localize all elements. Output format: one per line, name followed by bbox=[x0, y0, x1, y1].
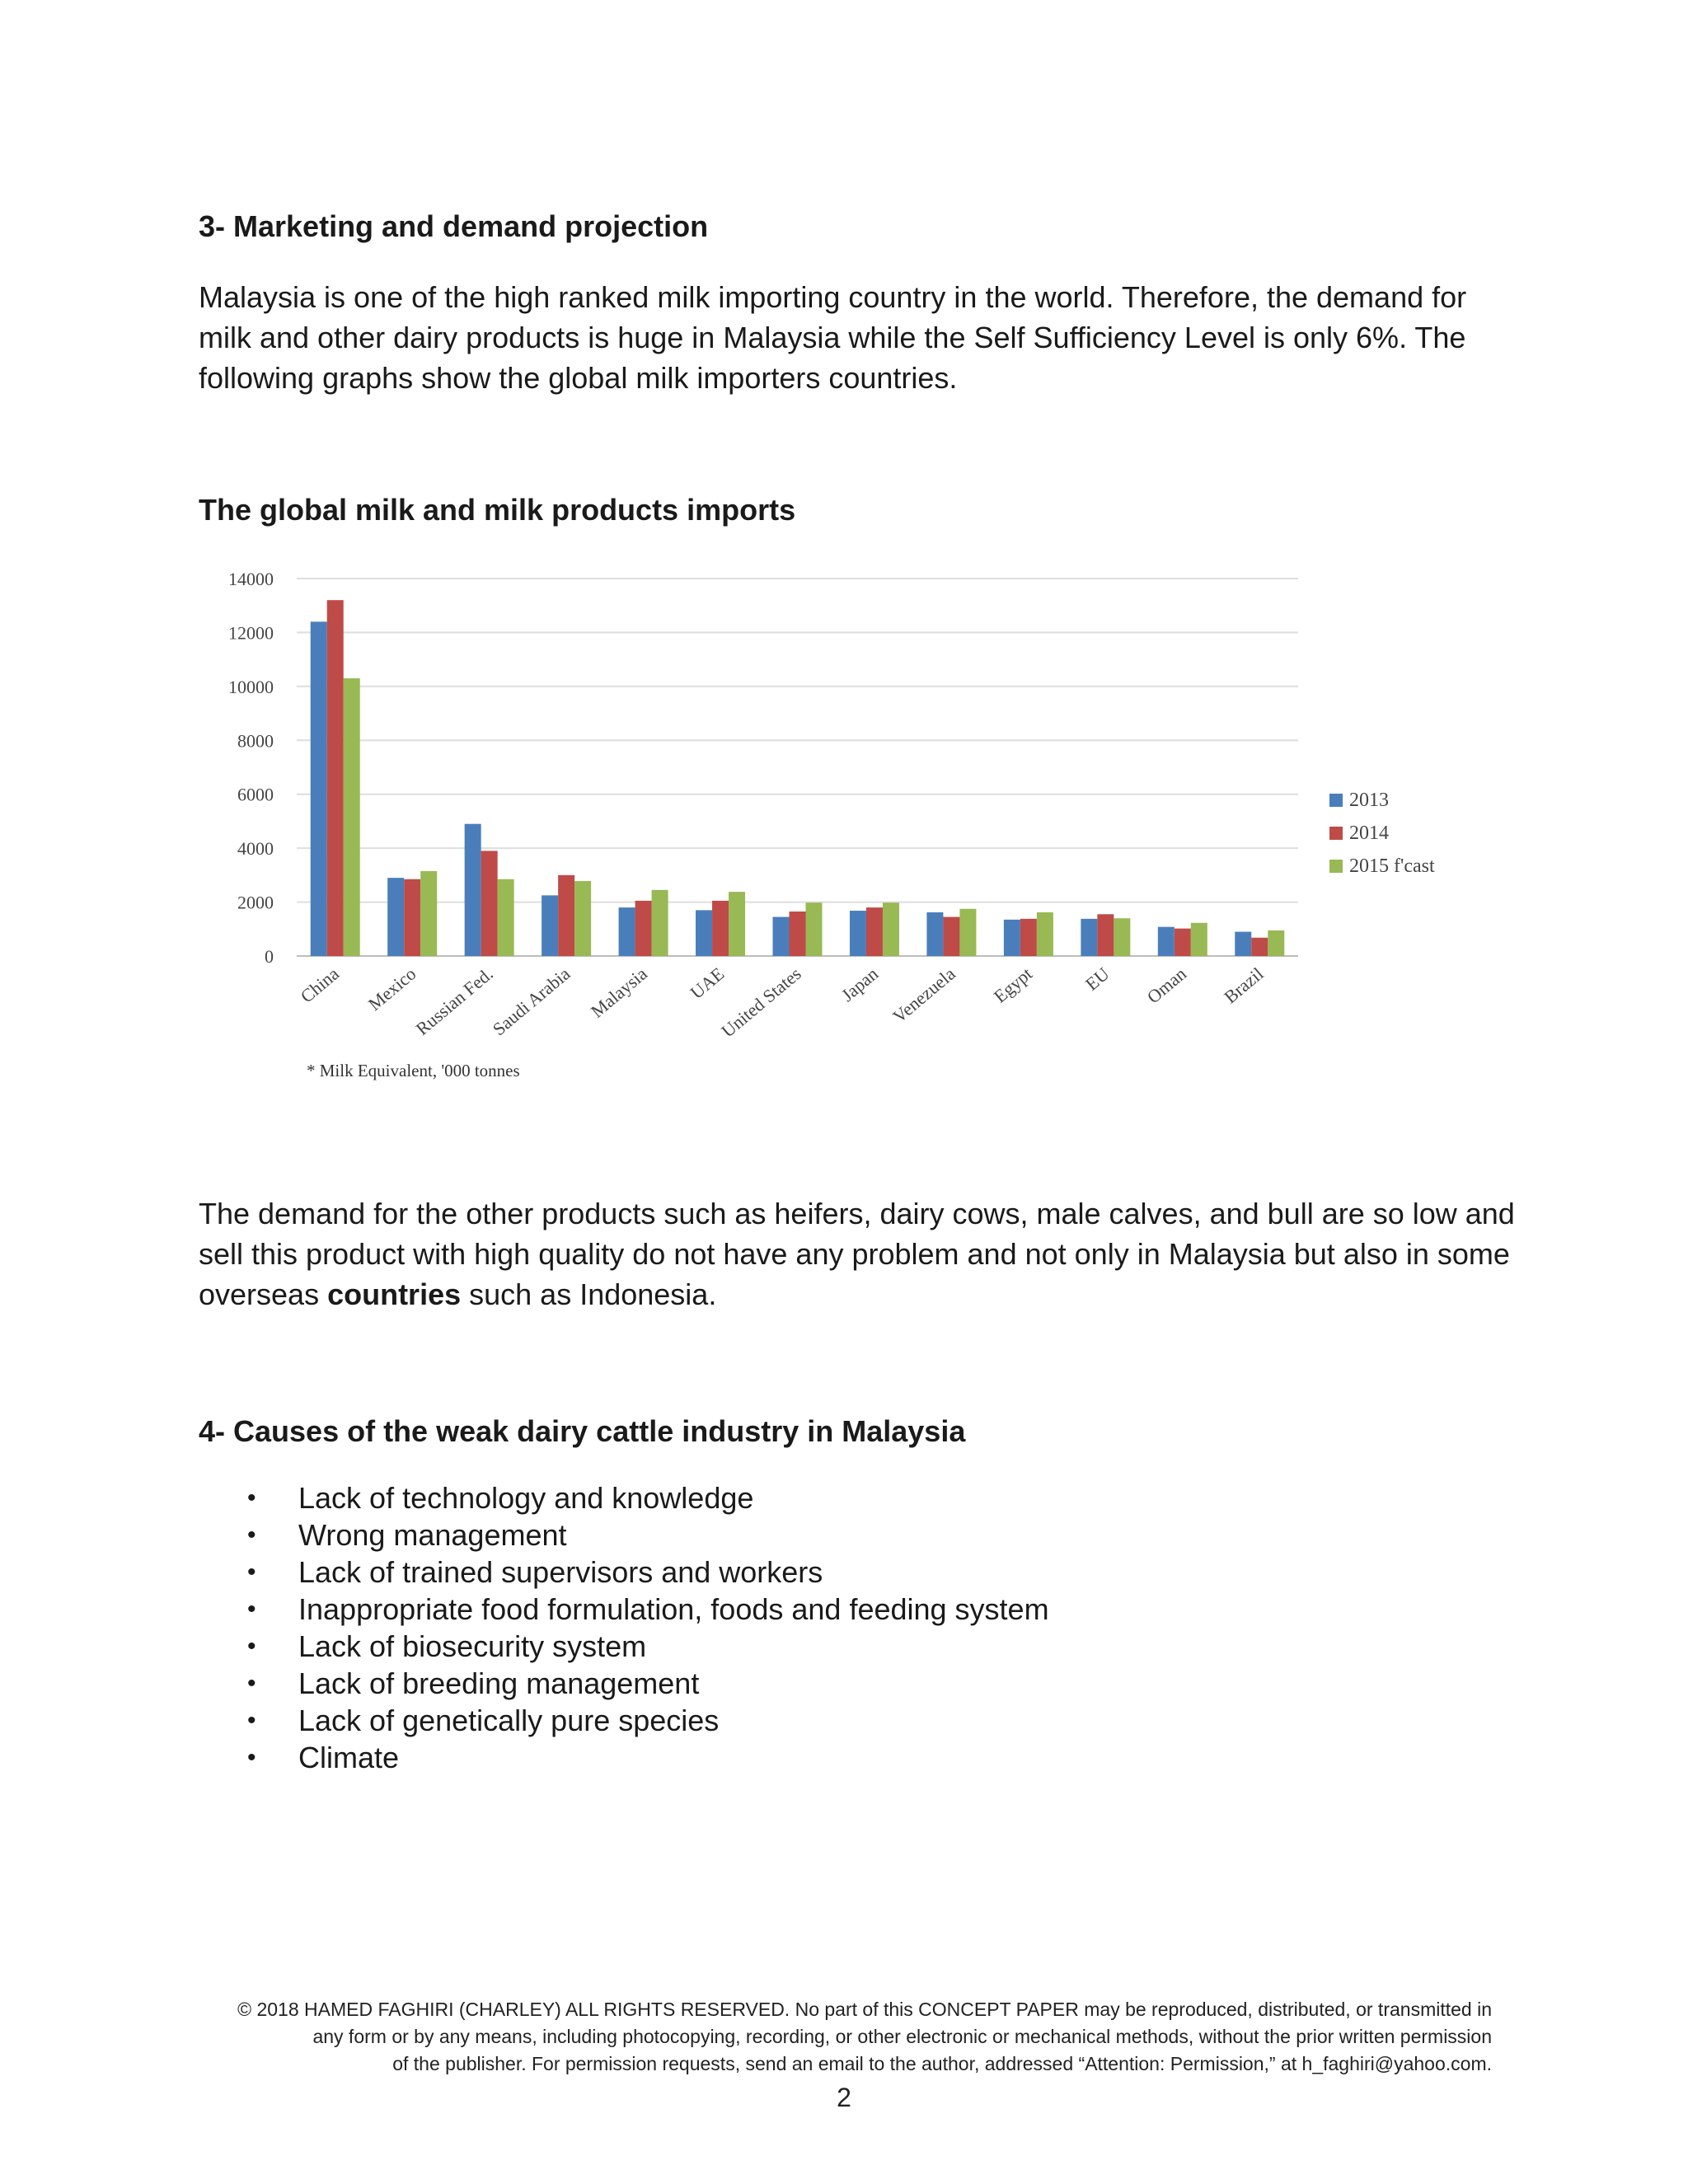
bar-2015-f-cast bbox=[883, 902, 899, 956]
legend-label: 2013 bbox=[1349, 790, 1389, 811]
legend-label: 2014 bbox=[1349, 823, 1389, 844]
bar-2014 bbox=[1251, 938, 1268, 956]
chart-heading: The global milk and milk products imports bbox=[199, 493, 796, 527]
chart-gridlines bbox=[297, 579, 1298, 956]
y-tick-label: 6000 bbox=[237, 784, 274, 805]
chart-x-axis bbox=[297, 963, 1268, 1042]
bar-2013 bbox=[387, 878, 404, 956]
footer-line-1: © 2018 HAMED FAGHIRI (CHARLEY) ALL RIGHTS RESERVED. No part of this CONCEPT PAPER may be reproduced, distributed, or transmitted in bbox=[237, 1999, 1492, 2020]
bar-2014 bbox=[1020, 919, 1037, 956]
y-tick-label: 8000 bbox=[237, 730, 274, 752]
bar-2013 bbox=[1004, 920, 1020, 956]
y-tick-label: 0 bbox=[265, 946, 274, 967]
bullet-icon: • bbox=[247, 1670, 256, 1697]
x-tick-label: Brazil bbox=[1220, 963, 1268, 1008]
footer-line-2: any form or by any means, including photocopying, recording, or other electronic or mechanical methods, without the prior written permission bbox=[312, 2026, 1492, 2047]
bar-2014 bbox=[327, 600, 344, 956]
bar-2015-f-cast bbox=[1191, 923, 1207, 956]
list-item bbox=[247, 1591, 1049, 1628]
bar-2013 bbox=[311, 621, 327, 956]
y-tick-label: 2000 bbox=[237, 892, 274, 913]
copyright-footer bbox=[165, 1996, 1492, 2078]
chart-note: * Milk Equivalent, '000 tonnes bbox=[307, 1061, 520, 1080]
bar-2013 bbox=[1081, 919, 1097, 956]
x-tick-label: China bbox=[296, 963, 343, 1007]
section-3-paragraph-2 bbox=[199, 1193, 1517, 1315]
bar-2015-f-cast bbox=[344, 678, 360, 956]
bar-2013 bbox=[465, 824, 481, 956]
bar-2015-f-cast bbox=[959, 909, 976, 956]
bar-2014 bbox=[866, 907, 883, 956]
bar-2014 bbox=[635, 901, 652, 956]
list-item-text: Lack of breeding management bbox=[298, 1666, 700, 1700]
y-tick-label: 10000 bbox=[228, 676, 274, 697]
bar-2013 bbox=[1235, 932, 1251, 956]
y-tick-label: 14000 bbox=[228, 569, 274, 589]
legend-label: 2015 f'cast bbox=[1349, 855, 1435, 877]
x-tick-label: UAE bbox=[686, 963, 729, 1003]
x-tick-label: Venezuela bbox=[889, 963, 959, 1027]
x-tick-label: Japan bbox=[837, 963, 883, 1006]
x-tick-label: Oman bbox=[1142, 963, 1191, 1008]
legend-swatch bbox=[1329, 794, 1343, 807]
bar-2013 bbox=[619, 907, 635, 956]
bar-2015-f-cast bbox=[729, 892, 745, 956]
bullet-icon: • bbox=[247, 1596, 256, 1623]
x-tick-label: Egypt bbox=[989, 963, 1037, 1007]
milk-imports-chart bbox=[198, 560, 1484, 1096]
paragraph-2-bold-word: countries bbox=[327, 1277, 462, 1311]
section-3-heading: 3- Marketing and demand projection bbox=[199, 209, 709, 243]
bar-2013 bbox=[1158, 927, 1175, 956]
x-tick-label: Mexico bbox=[363, 963, 420, 1015]
list-item-text: Lack of genetically pure species bbox=[298, 1704, 720, 1737]
list-item-text: Lack of biosecurity system bbox=[298, 1629, 647, 1663]
page-number: 2 bbox=[837, 2083, 851, 2112]
bar-2013 bbox=[696, 910, 712, 956]
x-tick-label: United States bbox=[717, 963, 805, 1042]
bar-2014 bbox=[481, 851, 498, 956]
list-item bbox=[247, 1516, 1049, 1554]
paragraph-2-text-end: such as Indonesia. bbox=[461, 1277, 717, 1311]
list-item bbox=[247, 1554, 1049, 1591]
bar-2014 bbox=[1175, 929, 1191, 956]
chart-legend bbox=[1329, 790, 1435, 877]
bar-2015-f-cast bbox=[574, 881, 591, 956]
x-tick-label: Malaysia bbox=[586, 963, 651, 1022]
legend-swatch bbox=[1329, 860, 1343, 873]
bar-2013 bbox=[926, 912, 943, 956]
list-item-text: Lack of trained supervisors and workers bbox=[298, 1555, 823, 1589]
bar-2015-f-cast bbox=[1037, 912, 1053, 956]
bar-2015-f-cast bbox=[420, 871, 437, 956]
section-3-paragraph: Malaysia is one of the high ranked milk importing country in the world. Therefore, the demand for milk and other dairy products is huge in Malaysia while the Self Sufficiency Level is only 6%. The following graphs show the global milk importers countries. bbox=[199, 280, 1467, 395]
bar-2014 bbox=[790, 912, 806, 956]
list-item bbox=[247, 1479, 1049, 1516]
x-tick-label: Saudi Arabia bbox=[488, 963, 574, 1040]
causes-list bbox=[247, 1479, 1049, 1776]
bar-2015-f-cast bbox=[652, 890, 668, 956]
bar-2015-f-cast bbox=[1268, 930, 1284, 956]
bullet-icon: • bbox=[247, 1744, 256, 1771]
bar-2014 bbox=[404, 879, 420, 956]
bar-2014 bbox=[712, 901, 729, 956]
bar-2015-f-cast bbox=[498, 879, 514, 956]
bullet-icon: • bbox=[247, 1633, 256, 1660]
footer-line-3: of the publisher. For permission requests, send an email to the author, addressed “Attention: Permission,” at h_faghiri@yahoo.com. bbox=[392, 2053, 1492, 2074]
list-item bbox=[247, 1739, 1049, 1776]
bar-2013 bbox=[542, 895, 558, 956]
list-item-text: Climate bbox=[298, 1741, 400, 1774]
list-item bbox=[247, 1702, 1049, 1739]
x-tick-label: EU bbox=[1081, 963, 1114, 995]
list-item-text: Wrong management bbox=[298, 1518, 567, 1552]
bar-2015-f-cast bbox=[806, 902, 823, 956]
bar-2014 bbox=[1097, 914, 1114, 956]
bar-2013 bbox=[850, 911, 866, 956]
bar-2014 bbox=[558, 875, 574, 956]
milk-imports-chart-svg bbox=[198, 560, 1484, 1096]
bullet-icon: • bbox=[247, 1707, 256, 1734]
bullet-icon: • bbox=[247, 1558, 256, 1586]
bar-2013 bbox=[773, 917, 790, 956]
bar-2014 bbox=[943, 917, 959, 956]
list-item bbox=[247, 1665, 1049, 1702]
y-tick-label: 4000 bbox=[237, 838, 274, 860]
list-item bbox=[247, 1628, 1049, 1665]
list-item-text: Lack of technology and knowledge bbox=[298, 1481, 754, 1515]
section-4-heading: 4- Causes of the weak dairy cattle industry in Malaysia bbox=[199, 1414, 966, 1448]
paragraph-2-text-start: The demand for the other products such as heifers, dairy cows, male calves, and bull are so low and sell this product with high quality do not have any problem and not only in Malaysia but also in some overseas bbox=[199, 1197, 1515, 1311]
chart-y-axis bbox=[228, 569, 274, 967]
list-item-text: Inappropriate food formulation, foods and feeding system bbox=[298, 1592, 1049, 1626]
bullet-icon: • bbox=[247, 1484, 256, 1511]
y-tick-label: 12000 bbox=[228, 622, 274, 644]
bullet-icon: • bbox=[247, 1521, 256, 1549]
bar-2015-f-cast bbox=[1114, 918, 1130, 956]
x-tick-label: Russian Fed. bbox=[411, 963, 497, 1039]
legend-swatch bbox=[1329, 827, 1343, 840]
